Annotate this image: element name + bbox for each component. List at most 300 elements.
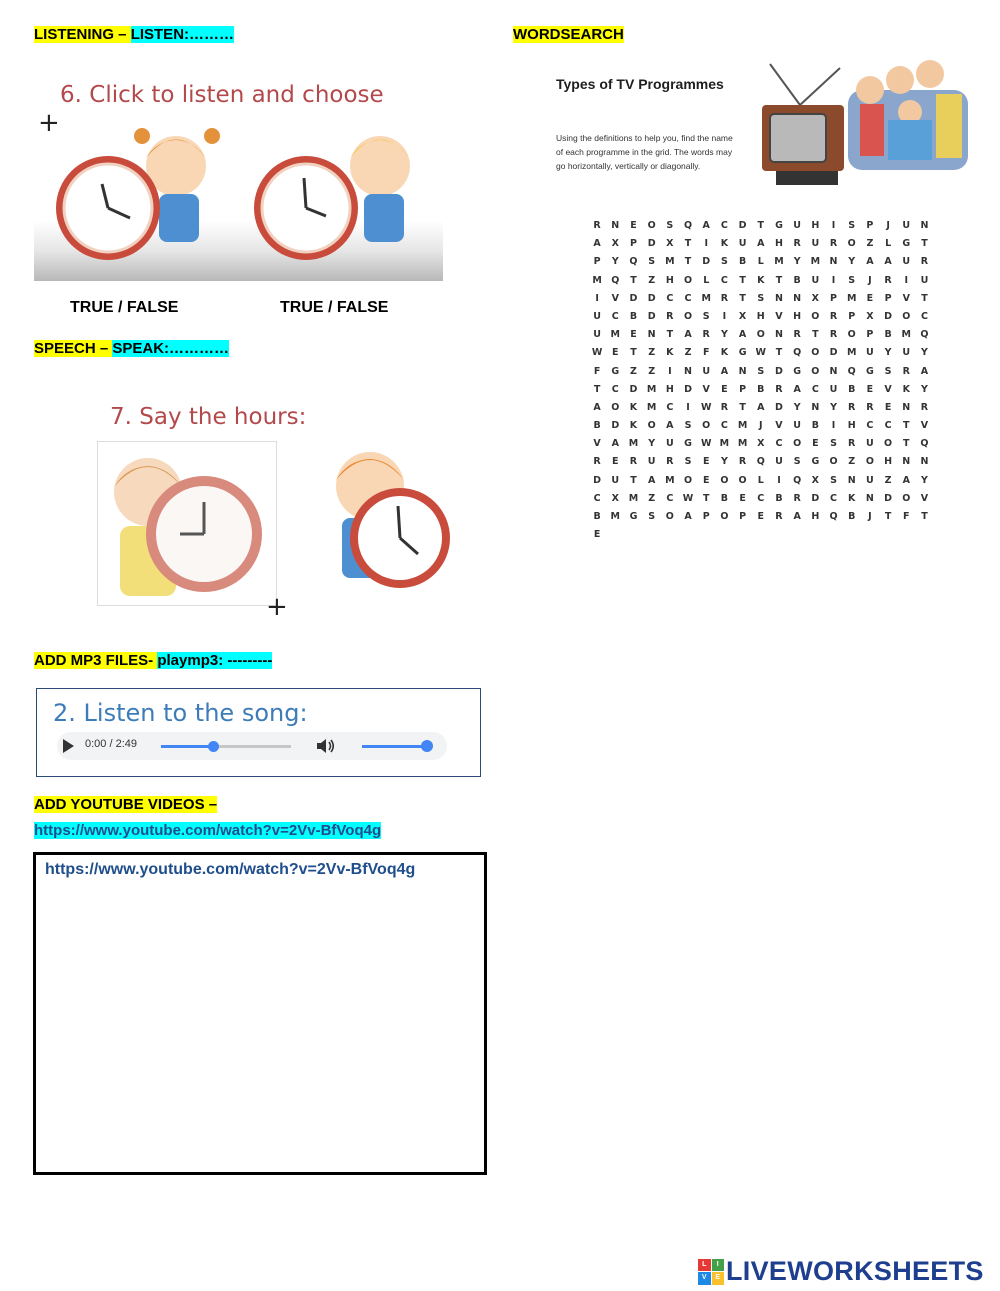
grid-letter[interactable]: E	[630, 220, 637, 231]
grid-letter[interactable]: V	[920, 492, 929, 504]
grid-letter[interactable]: I	[831, 420, 836, 432]
grid-letter[interactable]: O	[847, 238, 856, 250]
grid-letter[interactable]: S	[666, 220, 674, 231]
grid-letter[interactable]: H	[847, 420, 856, 432]
grid-letter[interactable]: M	[592, 274, 602, 286]
grid-letter[interactable]: Q	[793, 347, 802, 359]
grid-letter[interactable]: R	[793, 492, 801, 504]
grid-letter[interactable]: F	[903, 511, 910, 522]
grid-letter[interactable]: R	[629, 456, 638, 468]
grid-letter[interactable]: Q	[920, 438, 929, 450]
grid-letter[interactable]: R	[666, 310, 674, 322]
true-false-choice-1[interactable]: TRUE / FALSE	[70, 299, 179, 316]
grid-letter[interactable]: K	[629, 420, 638, 432]
grid-letter[interactable]: A	[738, 329, 747, 341]
grid-letter[interactable]: W	[591, 347, 603, 359]
grid-letter[interactable]: G	[793, 365, 802, 377]
grid-letter[interactable]: Q	[611, 274, 620, 286]
grid-letter[interactable]: U	[647, 456, 656, 468]
grid-letter[interactable]: T	[739, 401, 746, 413]
grid-letter[interactable]: D	[647, 238, 656, 250]
grid-letter[interactable]: H	[884, 456, 893, 468]
grid-letter[interactable]: R	[593, 220, 601, 231]
grid-letter[interactable]: E	[612, 347, 619, 359]
grid-letter[interactable]: R	[884, 274, 892, 286]
grid-letter[interactable]: U	[593, 310, 601, 322]
grid-letter[interactable]: I	[668, 365, 672, 377]
grid-letter[interactable]: U	[793, 220, 802, 231]
grid-letter[interactable]: U	[793, 420, 802, 432]
grid-letter[interactable]: U	[593, 329, 601, 341]
grid-letter[interactable]: E	[866, 383, 874, 395]
grid-letter[interactable]: D	[811, 492, 820, 504]
grid-letter[interactable]: Q	[683, 220, 693, 231]
grid-letter[interactable]: A	[793, 511, 801, 522]
grid-letter[interactable]: P	[866, 220, 874, 231]
grid-letter[interactable]: M	[646, 401, 657, 413]
grid-letter[interactable]: C	[611, 383, 619, 395]
grid-letter[interactable]: D	[629, 383, 638, 395]
grid-letter[interactable]: M	[846, 347, 857, 359]
grid-letter[interactable]: S	[757, 292, 765, 304]
grid-letter[interactable]: M	[646, 383, 657, 395]
grid-letter[interactable]: I	[831, 274, 836, 286]
grid-letter[interactable]: E	[884, 401, 892, 413]
audio-progress-knob[interactable]	[208, 741, 219, 752]
grid-letter[interactable]: R	[920, 256, 929, 268]
grid-letter[interactable]: H	[665, 383, 674, 395]
grid-letter[interactable]: E	[612, 456, 619, 468]
grid-letter[interactable]: K	[666, 347, 674, 359]
grid-letter[interactable]: Q	[847, 365, 856, 377]
grid-letter[interactable]: N	[738, 365, 747, 377]
grid-letter[interactable]: R	[793, 238, 801, 250]
grid-letter[interactable]: H	[774, 238, 783, 250]
grid-letter[interactable]: Z	[684, 347, 692, 359]
grid-letter[interactable]: O	[847, 329, 856, 341]
grid-letter[interactable]: O	[720, 474, 729, 486]
grid-letter[interactable]: O	[647, 420, 656, 432]
grid-letter[interactable]: O	[738, 474, 747, 486]
grid-letter[interactable]: T	[921, 292, 928, 304]
grid-letter[interactable]: B	[775, 492, 783, 504]
grid-letter[interactable]: Z	[648, 492, 656, 504]
grid-letter[interactable]: P	[866, 329, 874, 341]
grid-letter[interactable]: Q	[756, 456, 765, 468]
grid-letter[interactable]: R	[793, 329, 801, 341]
grid-letter[interactable]: O	[865, 456, 874, 468]
grid-letter[interactable]: P	[739, 383, 747, 395]
grid-letter[interactable]: S	[684, 420, 692, 432]
grid-letter[interactable]: R	[848, 401, 856, 413]
grid-letter[interactable]: D	[647, 310, 656, 322]
grid-letter[interactable]: N	[774, 292, 783, 304]
grid-letter[interactable]: N	[611, 220, 620, 231]
volume-icon[interactable]	[316, 738, 336, 754]
grid-letter[interactable]: T	[921, 511, 928, 522]
grid-letter[interactable]: K	[720, 238, 729, 250]
grid-letter[interactable]: R	[775, 511, 783, 522]
grid-letter[interactable]: E	[866, 292, 874, 304]
grid-letter[interactable]: S	[793, 456, 801, 468]
grid-letter[interactable]: N	[774, 329, 783, 341]
grid-letter[interactable]: L	[757, 256, 764, 268]
grid-letter[interactable]: I	[831, 220, 836, 231]
grid-letter[interactable]: S	[702, 310, 710, 322]
grid-letter[interactable]: W	[682, 492, 694, 504]
grid-letter[interactable]: U	[775, 456, 783, 468]
grid-letter[interactable]: S	[884, 365, 892, 377]
grid-letter[interactable]: T	[757, 220, 765, 231]
grid-letter[interactable]: R	[902, 365, 910, 377]
grid-letter[interactable]: A	[884, 256, 892, 268]
grid-letter[interactable]: Z	[648, 274, 656, 286]
grid-letter[interactable]: E	[593, 529, 601, 541]
grid-letter[interactable]: M	[810, 256, 821, 268]
crosshair-icon[interactable]: +	[266, 592, 288, 622]
grid-letter[interactable]: O	[811, 310, 820, 322]
grid-letter[interactable]: A	[666, 420, 674, 432]
grid-letter[interactable]: C	[666, 292, 674, 304]
grid-letter[interactable]: M	[737, 420, 748, 432]
grid-letter[interactable]: X	[811, 474, 819, 486]
grid-letter[interactable]: C	[684, 292, 692, 304]
grid-letter[interactable]: K	[757, 274, 765, 286]
grid-letter[interactable]: S	[648, 511, 656, 522]
grid-letter[interactable]: K	[848, 492, 856, 504]
grid-letter[interactable]: A	[611, 438, 619, 450]
grid-letter[interactable]: H	[665, 274, 674, 286]
grid-letter[interactable]: N	[865, 492, 874, 504]
grid-letter[interactable]: J	[759, 420, 763, 432]
grid-letter[interactable]: Z	[866, 238, 874, 250]
grid-letter[interactable]: T	[630, 274, 637, 286]
grid-letter[interactable]: X	[866, 310, 874, 322]
grid-letter[interactable]: X	[757, 438, 765, 450]
grid-letter[interactable]: G	[902, 238, 911, 250]
grid-letter[interactable]: U	[738, 238, 747, 250]
grid-letter[interactable]: N	[902, 456, 911, 468]
grid-letter[interactable]: U	[665, 438, 674, 450]
grid-letter[interactable]: D	[647, 292, 656, 304]
grid-letter[interactable]: C	[720, 220, 728, 231]
grid-letter[interactable]: Y	[921, 383, 928, 395]
grid-letter[interactable]: I	[722, 310, 727, 322]
grid-letter[interactable]: P	[593, 256, 601, 268]
grid-letter[interactable]: S	[848, 274, 856, 286]
grid-letter[interactable]: I	[704, 238, 708, 250]
grid-letter[interactable]: P	[830, 292, 838, 304]
grid-letter[interactable]: C	[920, 310, 928, 322]
grid-letter[interactable]: Y	[793, 401, 801, 413]
grid-letter[interactable]: A	[757, 401, 765, 413]
grid-letter[interactable]: B	[593, 511, 601, 522]
grid-letter[interactable]: R	[702, 329, 710, 341]
grid-letter[interactable]: X	[738, 310, 747, 322]
grid-letter[interactable]: E	[812, 438, 819, 450]
grid-letter[interactable]: B	[848, 383, 856, 395]
grid-letter[interactable]: H	[756, 310, 765, 322]
grid-letter[interactable]: H	[793, 310, 802, 322]
grid-letter[interactable]: M	[901, 329, 912, 341]
grid-letter[interactable]: M	[610, 511, 621, 522]
grid-letter[interactable]: A	[793, 383, 801, 395]
grid-letter[interactable]: R	[920, 401, 929, 413]
grid-letter[interactable]: N	[829, 256, 838, 268]
grid-letter[interactable]: I	[777, 474, 781, 486]
grid-letter[interactable]: C	[720, 420, 728, 432]
grid-letter[interactable]: Y	[884, 347, 892, 359]
wordsearch-grid[interactable]	[588, 217, 934, 544]
grid-letter[interactable]: E	[630, 329, 637, 341]
grid-letter[interactable]: R	[829, 238, 838, 250]
grid-letter[interactable]: V	[702, 383, 710, 395]
grid-letter[interactable]: E	[702, 474, 710, 486]
grid-letter[interactable]: O	[720, 511, 729, 522]
grid-letter[interactable]: C	[666, 492, 674, 504]
grid-letter[interactable]: I	[595, 292, 599, 304]
grid-letter[interactable]: U	[902, 347, 911, 359]
grid-letter[interactable]: R	[829, 329, 838, 341]
grid-letter[interactable]: A	[720, 365, 729, 377]
grid-letter[interactable]: V	[920, 420, 929, 432]
grid-letter[interactable]: G	[629, 511, 638, 522]
grid-letter[interactable]: N	[829, 365, 838, 377]
grid-letter[interactable]: C	[593, 492, 601, 504]
grid-letter[interactable]: P	[848, 310, 856, 322]
grid-letter[interactable]: P	[739, 511, 747, 522]
grid-letter[interactable]: X	[666, 238, 674, 250]
grid-letter[interactable]: T	[684, 256, 692, 268]
grid-letter[interactable]: U	[902, 220, 911, 231]
grid-letter[interactable]: O	[829, 456, 838, 468]
grid-letter[interactable]: A	[593, 401, 601, 413]
grid-letter[interactable]: J	[886, 220, 890, 231]
grid-letter[interactable]: Z	[648, 365, 656, 377]
grid-letter[interactable]: D	[775, 401, 783, 413]
grid-letter[interactable]: Z	[630, 365, 637, 377]
grid-letter[interactable]: Q	[793, 474, 802, 486]
grid-letter[interactable]: J	[868, 511, 872, 522]
grid-letter[interactable]: U	[702, 365, 711, 377]
grid-letter[interactable]: B	[811, 420, 819, 432]
video-url[interactable]: https://www.youtube.com/watch?v=2Vv-BfVoq4g	[45, 861, 416, 878]
crosshair-icon[interactable]: +	[38, 108, 60, 138]
grid-letter[interactable]: P	[702, 511, 710, 522]
grid-letter[interactable]: G	[811, 456, 820, 468]
grid-letter[interactable]: V	[884, 383, 892, 395]
audio-progress-track[interactable]	[161, 745, 291, 748]
grid-letter[interactable]: D	[829, 347, 838, 359]
grid-letter[interactable]: M	[665, 474, 675, 486]
grid-letter[interactable]: V	[593, 438, 601, 450]
grid-letter[interactable]: Z	[884, 474, 892, 486]
grid-letter[interactable]: G	[611, 365, 620, 377]
grid-letter[interactable]: A	[866, 256, 874, 268]
grid-letter[interactable]: O	[683, 310, 693, 322]
grid-letter[interactable]: Y	[611, 256, 619, 268]
grid-letter[interactable]: S	[757, 365, 765, 377]
grid-letter[interactable]: S	[684, 456, 692, 468]
grid-letter[interactable]: K	[902, 383, 910, 395]
grid-letter[interactable]: J	[868, 274, 872, 286]
grid-letter[interactable]: C	[757, 492, 765, 504]
grid-letter[interactable]: D	[702, 256, 711, 268]
grid-letter[interactable]: A	[902, 474, 910, 486]
grid-letter[interactable]: E	[739, 492, 746, 504]
grid-letter[interactable]: N	[811, 401, 820, 413]
grid-letter[interactable]: S	[848, 220, 856, 231]
grid-letter[interactable]: B	[629, 310, 638, 322]
grid-letter[interactable]: A	[920, 365, 929, 377]
grid-letter[interactable]: U	[866, 474, 874, 486]
grid-letter[interactable]: U	[811, 274, 820, 286]
grid-letter[interactable]: R	[720, 401, 729, 413]
grid-letter[interactable]: G	[684, 438, 692, 450]
grid-letter[interactable]: D	[884, 310, 893, 322]
grid-letter[interactable]: M	[737, 438, 748, 450]
grid-letter[interactable]: T	[812, 329, 819, 341]
play-icon[interactable]	[63, 739, 74, 753]
grid-letter[interactable]: T	[775, 274, 783, 286]
grid-letter[interactable]: Q	[920, 329, 929, 341]
grid-letter[interactable]: M	[774, 256, 784, 268]
grid-letter[interactable]: X	[611, 492, 619, 504]
grid-letter[interactable]: N	[920, 220, 929, 231]
grid-letter[interactable]: G	[866, 365, 874, 377]
grid-letter[interactable]: Y	[793, 256, 801, 268]
grid-letter[interactable]: A	[593, 238, 601, 250]
grid-letter[interactable]: R	[866, 401, 874, 413]
grid-letter[interactable]: D	[593, 474, 602, 486]
grid-letter[interactable]: E	[757, 511, 765, 522]
grid-letter[interactable]: T	[921, 238, 928, 250]
grid-letter[interactable]: C	[611, 310, 619, 322]
grid-letter[interactable]: Y	[720, 329, 728, 341]
grid-letter[interactable]: Y	[921, 347, 928, 359]
grid-letter[interactable]: X	[811, 292, 819, 304]
grid-letter[interactable]: R	[666, 456, 674, 468]
grid-letter[interactable]: S	[830, 474, 837, 486]
grid-letter[interactable]: O	[683, 274, 693, 286]
grid-letter[interactable]: P	[629, 238, 637, 250]
grid-letter[interactable]: N	[920, 456, 929, 468]
grid-letter[interactable]: C	[720, 274, 728, 286]
grid-letter[interactable]: R	[848, 438, 856, 450]
grid-letter[interactable]: C	[830, 492, 838, 504]
grid-letter[interactable]: T	[884, 511, 892, 522]
grid-letter[interactable]: Y	[720, 456, 728, 468]
grid-letter[interactable]: C	[666, 401, 674, 413]
grid-letter[interactable]: D	[611, 420, 620, 432]
grid-letter[interactable]: T	[702, 492, 710, 504]
grid-letter[interactable]: C	[775, 438, 783, 450]
grid-letter[interactable]: Y	[830, 401, 837, 413]
grid-letter[interactable]: U	[902, 256, 911, 268]
grid-letter[interactable]: R	[738, 456, 747, 468]
grid-letter[interactable]: T	[775, 347, 783, 359]
youtube-video-box[interactable]	[33, 852, 487, 1175]
grid-letter[interactable]: B	[720, 492, 729, 504]
grid-letter[interactable]: O	[793, 438, 802, 450]
grid-letter[interactable]: Z	[848, 456, 856, 468]
grid-letter[interactable]: E	[721, 383, 728, 395]
grid-letter[interactable]: M	[701, 292, 711, 304]
volume-knob[interactable]	[421, 740, 433, 752]
grid-letter[interactable]: T	[666, 329, 674, 341]
grid-letter[interactable]: B	[757, 383, 765, 395]
grid-letter[interactable]: O	[665, 511, 674, 522]
grid-letter[interactable]: F	[593, 365, 601, 377]
grid-letter[interactable]: Y	[921, 474, 928, 486]
grid-letter[interactable]: A	[684, 511, 692, 522]
grid-letter[interactable]: S	[648, 256, 656, 268]
grid-letter[interactable]: N	[793, 292, 802, 304]
grid-letter[interactable]: A	[702, 220, 710, 231]
grid-letter[interactable]: I	[686, 401, 690, 413]
grid-letter[interactable]: O	[811, 365, 820, 377]
grid-letter[interactable]: U	[829, 383, 838, 395]
grid-letter[interactable]: D	[775, 365, 783, 377]
grid-letter[interactable]: W	[755, 347, 767, 359]
grid-letter[interactable]: T	[903, 420, 910, 432]
grid-letter[interactable]: E	[702, 456, 710, 468]
grid-letter[interactable]: V	[902, 292, 910, 304]
grid-letter[interactable]: O	[702, 420, 711, 432]
grid-letter[interactable]: O	[902, 492, 911, 504]
grid-letter[interactable]: D	[629, 292, 638, 304]
grid-letter[interactable]: B	[738, 256, 747, 268]
grid-letter[interactable]: H	[811, 220, 820, 231]
grid-letter[interactable]: V	[775, 420, 783, 432]
grid-letter[interactable]: V	[611, 292, 619, 304]
grid-letter[interactable]: M	[719, 438, 730, 450]
grid-letter[interactable]: C	[866, 420, 874, 432]
grid-letter[interactable]: O	[756, 329, 765, 341]
grid-letter[interactable]: H	[811, 511, 820, 522]
grid-letter[interactable]: S	[720, 256, 728, 268]
grid-letter[interactable]: Y	[848, 256, 856, 268]
grid-letter[interactable]: B	[848, 511, 856, 522]
grid-letter[interactable]: W	[700, 438, 712, 450]
grid-letter[interactable]: X	[611, 238, 619, 250]
grid-letter[interactable]: K	[720, 347, 729, 359]
grid-letter[interactable]: O	[683, 474, 693, 486]
grid-letter[interactable]: R	[829, 310, 838, 322]
youtube-link[interactable]: https://www.youtube.com/watch?v=2Vv-BfVoq4g	[34, 822, 382, 839]
grid-letter[interactable]: O	[884, 438, 893, 450]
grid-letter[interactable]: K	[629, 401, 638, 413]
grid-letter[interactable]: G	[775, 220, 783, 231]
grid-letter[interactable]: D	[684, 383, 692, 395]
grid-letter[interactable]: M	[846, 292, 857, 304]
grid-letter[interactable]: Z	[648, 347, 656, 359]
grid-letter[interactable]: B	[884, 329, 892, 341]
grid-letter[interactable]: V	[775, 310, 783, 322]
grid-letter[interactable]: A	[684, 329, 692, 341]
grid-letter[interactable]: T	[739, 274, 746, 286]
grid-letter[interactable]: O	[647, 220, 656, 231]
grid-letter[interactable]: D	[738, 220, 747, 231]
grid-letter[interactable]: N	[647, 329, 656, 341]
grid-letter[interactable]: L	[885, 238, 892, 250]
grid-letter[interactable]: T	[630, 474, 637, 486]
grid-letter[interactable]: I	[904, 274, 909, 286]
grid-letter[interactable]: T	[630, 347, 637, 359]
grid-letter[interactable]: M	[628, 492, 639, 504]
grid-letter[interactable]: W	[700, 401, 712, 413]
grid-letter[interactable]: L	[757, 474, 764, 486]
